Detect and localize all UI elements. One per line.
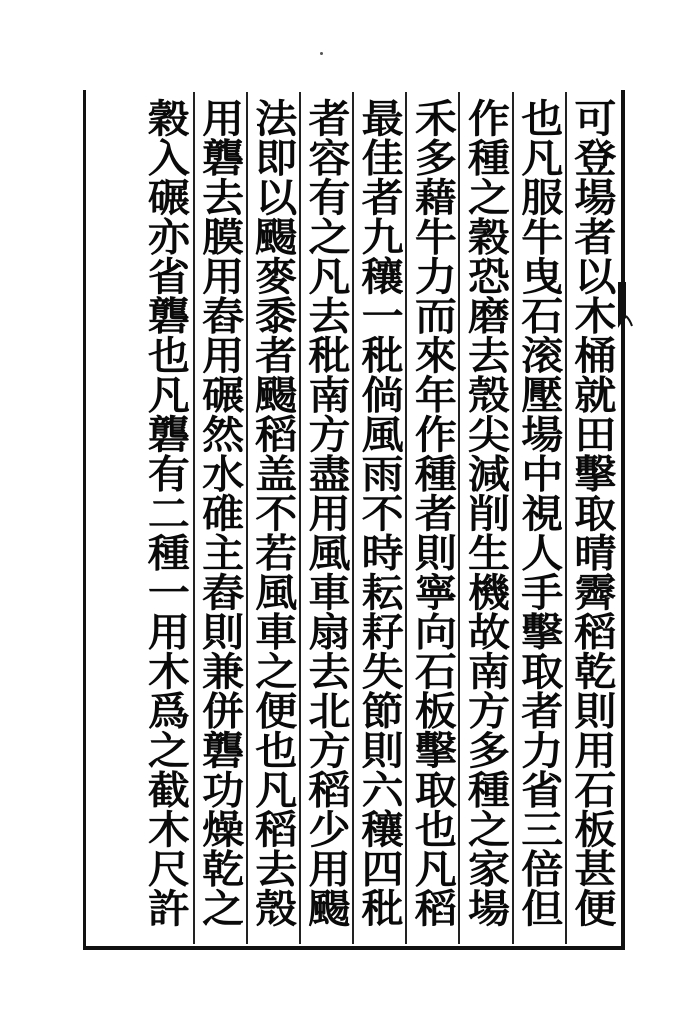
- column-text: 穀入碾亦省礱也凡礱有二種一用木爲之截木尺許: [141, 98, 191, 928]
- text-column-6: [299, 92, 352, 944]
- column-text: 法即以颺麥黍者颺稻盖不若風車之便也凡稻去殼: [249, 98, 299, 928]
- text-column-1: [565, 92, 618, 944]
- text-column-8: [193, 92, 246, 944]
- column-text: 者容有之凡去秕南方盡用風車扇去北方稻少用颺: [302, 98, 352, 928]
- text-column-9: [139, 92, 192, 944]
- text-column-2: [512, 92, 565, 944]
- text-column-3: [458, 92, 511, 944]
- column-text: 也凡服牛曳石滚壓場中視人手擊取者力省三倍但: [515, 98, 565, 928]
- column-text: 禾多藉牛力而來年作種者則寧向石板擊取也凡稻: [408, 98, 458, 928]
- text-column-5: [352, 92, 405, 944]
- column-text: 用礱去膜用舂用碾然水碓主舂則兼併礱功燥乾之: [196, 98, 246, 928]
- ink-speck: [320, 52, 323, 55]
- text-columns: [86, 92, 618, 944]
- text-column-7: [246, 92, 299, 944]
- column-text: 作種之穀恐磨去殼尖減削生機故南方多種之家場: [462, 98, 512, 928]
- column-text: 可登場者以木桶就田擊取晴霽稻乾則用石板甚便: [568, 98, 618, 928]
- text-column-4: [405, 92, 458, 944]
- column-text: 最佳者九穰一秕倘風雨不時耘耔失節則六穰四秕: [355, 98, 405, 928]
- fishtail-marker-icon: [616, 282, 634, 328]
